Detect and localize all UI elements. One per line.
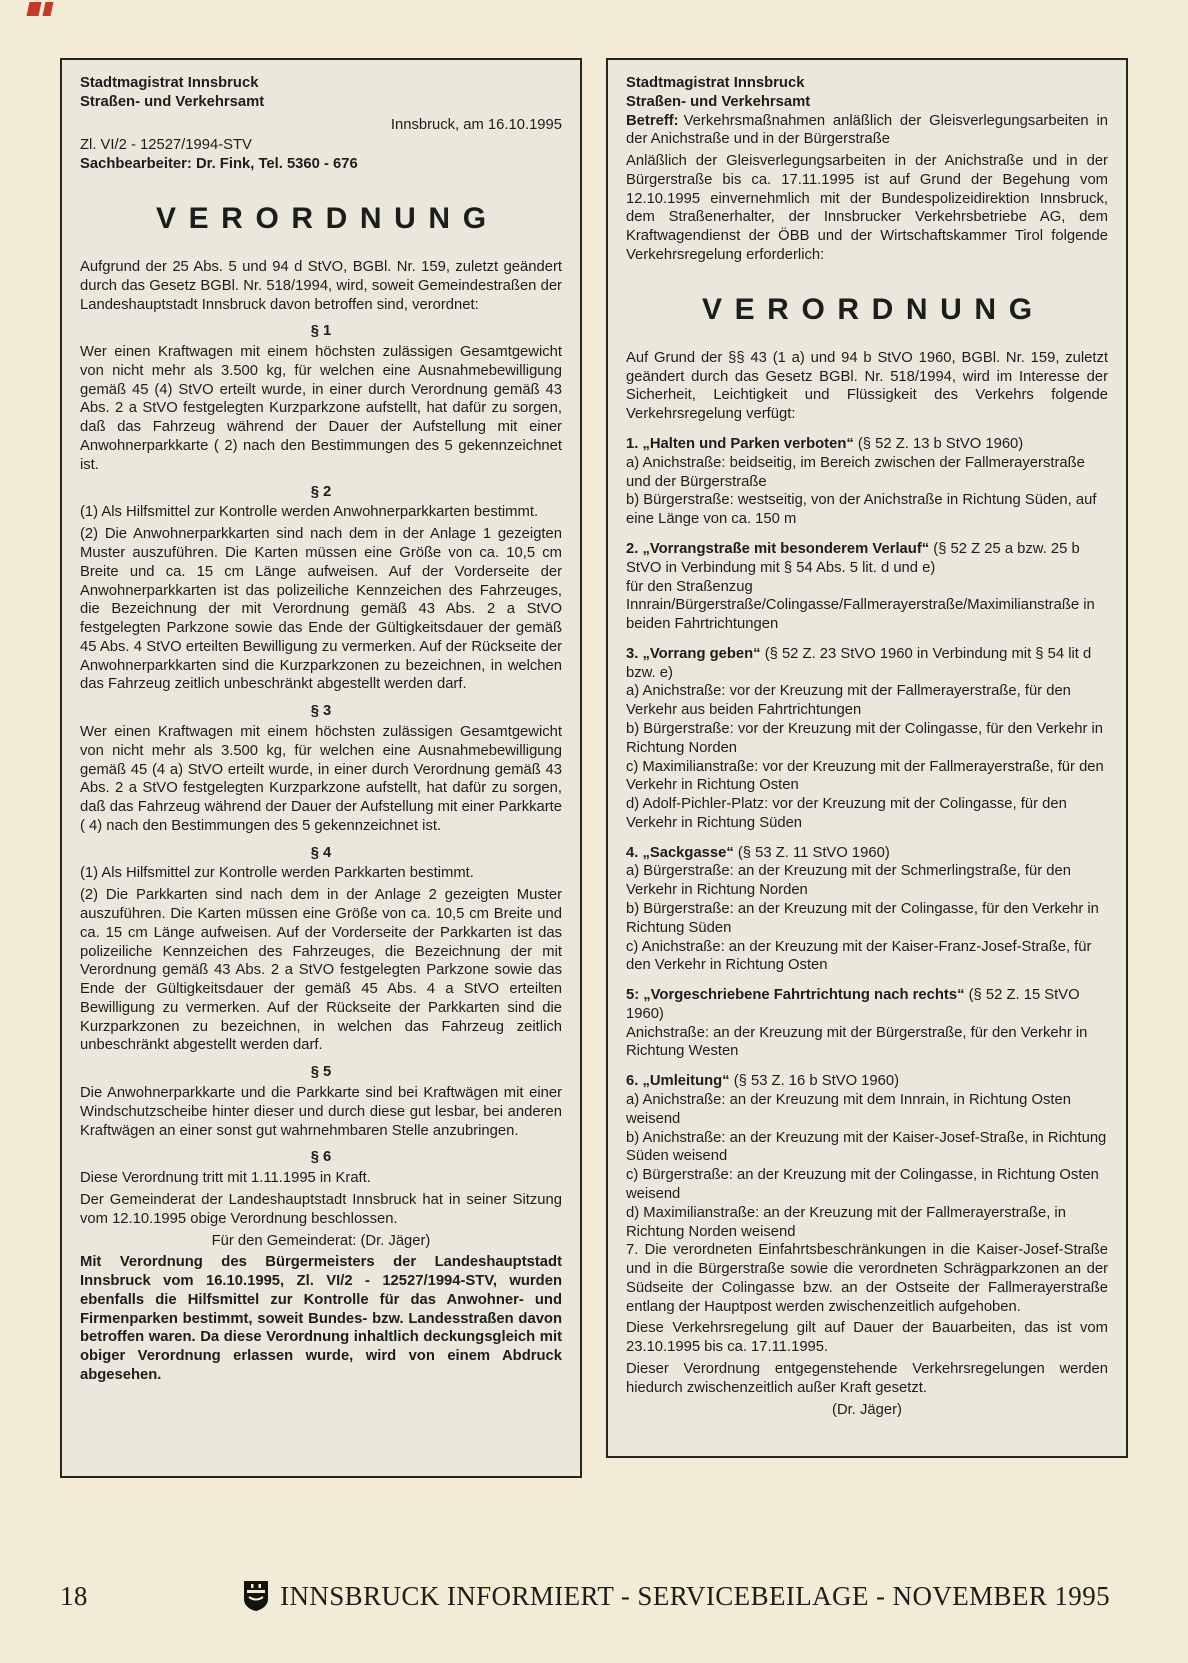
item-line: b) Bürgerstraße: vor der Kreuzung mit der Colingasse, für den Verkehr in Richtung Norden bbox=[626, 720, 1104, 756]
item-line: b) Bürgerstraße: an der Kreuzung mit der Colingasse, für den Verkehr in Richtung Süden bbox=[626, 901, 1099, 936]
validity-paragraph: Diese Verkehrsregelung gilt auf Dauer der Bauarbeiten, das ist vom 23.10.1995 bis ca. 17.11.1995. bbox=[626, 1320, 1108, 1356]
section-par-6 bbox=[80, 1148, 562, 1250]
clerk-line: Sachbearbeiter: Dr. Fink, Tel. 5360 - 676 bbox=[80, 156, 358, 173]
issuer-department: Straßen- und Verkehrsamt bbox=[626, 93, 811, 110]
section-heading: § 3 bbox=[310, 703, 332, 720]
journal-title-group bbox=[242, 1580, 1110, 1612]
item-heading bbox=[626, 435, 1108, 454]
item-line: a) Anichstraße: vor der Kreuzung mit der Fallmerayerstraße, für den Verkehr aus beiden Fahrtrichtungen bbox=[626, 683, 1071, 719]
item-heading bbox=[626, 1072, 1108, 1091]
mayor-ordinance-note: Mit Verordnung des Bürgermeisters der Landeshauptstadt Innsbruck vom 16.10.1995, Zl. VI/2 - 12527/1994-STV, wurden ebenfalls die Hilfsmittel zur Kontrolle für das Anwohner- und Firmenparken bestimmt, soweit Bundes- bzw. Landesstraßen davon betroffen waren. Da diese Verordnung inhaltlich deckungsgleich mit obiger Verordnung erlassen wurde, wird von einem Abdruck abgesehen. bbox=[80, 1254, 562, 1383]
ordinance-box-left bbox=[60, 58, 582, 1478]
item-heading-ref: (§ 52 Z. 13 b StVO 1960) bbox=[853, 436, 1024, 453]
two-column-layout bbox=[60, 58, 1128, 1478]
registration-mark-shape bbox=[43, 2, 54, 16]
right-preamble: Anläßlich der Gleisverlegungsarbeiten in der Anichstraße und in der Bürgerstraße bis ca. 17.11.1995 ist auf Grund der Begehung vom 12.10.1995 einvernehmlich mit der Bundespolizeidirektion Innsbruck, dem Straßenerhalter, der Innsbrucker Verkehrsbetriebe AG, dem Kraftwagendienst der ÖBB und der Wirtschaftskammer Tirol folgende Verkehrsregelung erforderlich: bbox=[626, 153, 1108, 264]
subject-text: Verkehrsmaßnahmen anläßlich der Gleisverlegungsarbeiten in der Anichstraße und in der Bürgerstraße bbox=[626, 112, 1108, 148]
traffic-item-5 bbox=[626, 986, 1108, 1061]
left-letterhead bbox=[80, 74, 562, 174]
item-heading-ref: (§ 52 Z 25 a bzw. 25 b StVO in Verbindung mit § 54 Abs. 5 lit. d und e) bbox=[626, 540, 1080, 576]
item-heading bbox=[626, 986, 1108, 1024]
legal-basis-paragraph: Auf Grund der §§ 43 (1 a) und 94 b StVO 1960, BGBl. Nr. 159, zuletzt geändert durch das Gesetz BGBl. Nr. 518/1994, wird im Interesse der Sicherheit, Leichtigkeit und Flüssigkeit des Verkehrs folgende Verkehrsregelung verfügt: bbox=[626, 349, 1108, 423]
section-par-3 bbox=[80, 702, 562, 835]
innsbruck-coat-of-arms-icon bbox=[242, 1580, 270, 1612]
traffic-item-6 bbox=[626, 1072, 1108, 1241]
traffic-item-3 bbox=[626, 645, 1108, 833]
item-line: d) Maximilianstraße: an der Kreuzung mit der Fallmerayerstraße, in Richtung Norden weisend bbox=[626, 1204, 1066, 1240]
item-heading-ref: (§ 52 Z. 23 StVO 1960 in Verbindung mit § 54 lit d bzw. e) bbox=[626, 645, 1092, 681]
item-heading-ref: (§ 53 Z. 11 StVO 1960) bbox=[733, 844, 890, 861]
section-paragraph: (1) Als Hilfsmittel zur Kontrolle werden Parkkarten bestimmt. bbox=[80, 865, 474, 882]
journal-title: INNSBRUCK INFORMIERT - SERVICEBEILAGE - NOVEMBER 1995 bbox=[280, 1580, 1110, 1611]
suspension-paragraph: Dieser Verordnung entgegenstehende Verkehrsregelungen werden hiedurch zwischenzeitlich außer Kraft gesetzt. bbox=[626, 1360, 1108, 1396]
item-heading-bold: 5: „Vorgeschriebene Fahrtrichtung nach rechts“ bbox=[626, 987, 965, 1004]
issuer-department: Straßen- und Verkehrsamt bbox=[80, 93, 265, 110]
ordinance-title-right: VERORDNUNG bbox=[701, 292, 1045, 326]
section-par-5 bbox=[80, 1063, 562, 1140]
section-paragraph: Der Gemeinderat der Landeshauptstadt Innsbruck hat in seiner Sitzung vom 12.10.1995 obige Verordnung beschlossen. bbox=[80, 1191, 562, 1227]
issuer-name: Stadtmagistrat Innsbruck bbox=[80, 75, 259, 91]
signature-line-left: Für den Gemeinderat: (Dr. Jäger) bbox=[211, 1232, 431, 1249]
section-heading: § 6 bbox=[310, 1149, 332, 1166]
item-heading-bold: 4. „Sackgasse“ bbox=[626, 844, 734, 861]
item-line: Anichstraße: an der Kreuzung mit der Bürgerstraße, für den Verkehr in Richtung Westen bbox=[626, 1024, 1088, 1060]
traffic-item-4 bbox=[626, 844, 1108, 975]
item-line: b) Bürgerstraße: westseitig, von der Anichstraße in Richtung Süden, auf eine Länge von ca. 150 m bbox=[626, 492, 1097, 528]
item-heading-ref: (§ 53 Z. 16 b StVO 1960) bbox=[729, 1073, 900, 1090]
section-paragraph: (2) Die Anwohnerparkkarten sind nach dem in der Anlage 1 gezeigten Muster auszuführen. Die Karten müssen eine Größe von ca. 10,5 cm Breite und ca. 15 cm Länge aufweisen. Auf der Vorderseite der Anwohnerparkkarten ist das polizeiliche Kennzeichen des Fahrzeuges, die Bezeichnung der mit Verordnung gemäß 43 Abs. 2 a StVO festgelegten Parkzone sowie das Ende der Gültigkeitsdauer der gemäß 45 Abs. 4 StVO erteilten Bewilligung zu vermerken. Auf der Rückseite der Anwohnerparkkarten sind die Kurzparkzonen zu bezeichnen, in welchen das Fahrzeug zeitlich unbeschränkt abgestellt werden darf. bbox=[80, 526, 562, 693]
place-date-line: Innsbruck, am 16.10.1995 bbox=[390, 116, 562, 133]
ordinance-title-left: VERORDNUNG bbox=[155, 201, 499, 235]
item-heading-bold: 1. „Halten und Parken verboten“ bbox=[626, 436, 854, 453]
registration-mark-shape bbox=[27, 2, 42, 16]
item-line: c) Bürgerstraße: an der Kreuzung mit der Colingasse, in Richtung Osten weisend bbox=[626, 1167, 1099, 1202]
item-line: c) Maximilianstraße: vor der Kreuzung mit der Fallmerayerstraße, für den Verkehr in Richtung Osten bbox=[626, 758, 1104, 794]
print-registration-mark bbox=[28, 2, 62, 18]
ordinance-preamble-left: Aufgrund der 25 Abs. 5 und 94 d StVO, BGBl. Nr. 159, zuletzt geändert durch das Gesetz BGBl. Nr. 518/1994, wird, soweit Gemeindestraßen der Landeshauptstadt Innsbruck davon betroffen sind, verordnet: bbox=[80, 259, 562, 313]
item-heading-bold: 3. „Vorrang geben“ bbox=[626, 645, 761, 662]
section-paragraph: Diese Verordnung tritt mit 1.11.1995 in Kraft. bbox=[80, 1170, 371, 1187]
right-letterhead bbox=[626, 74, 1108, 112]
traffic-item-2 bbox=[626, 540, 1108, 634]
ordinance-box-right bbox=[606, 58, 1128, 1458]
section-paragraph: (2) Die Parkkarten sind nach dem in der Anlage 2 gezeigten Muster auszuführen. Die Karten müssen eine Größe von ca. 10,5 cm Breite und ca. 15 cm Länge aufweisen. Auf der Vorderseite der Parkkarten ist das polizeiliche Kennzeichen des Fahrzeuges, die Bezeichnung der mit Verordnung gemäß 43 Abs. 2 a StVO festgelegten Parkzone sowie das Ende der Gültigkeitsdauer der gemäß 45 Abs. 4 a StVO erteilten Bewilligung zu vermerken. Auf der Rückseite der Parkkarten sind die Kurzparkzonen zu bezeichnen, in welchen das Fahrzeug zeitlich unbeschränkt abgestellt werden darf. bbox=[80, 887, 562, 1054]
item-heading-bold: 2. „Vorrangstraße mit besonderem Verlauf“ bbox=[626, 540, 930, 557]
page-number: 18 bbox=[60, 1580, 88, 1611]
section-heading: § 1 bbox=[310, 323, 332, 340]
section-par-1 bbox=[80, 322, 562, 474]
item-heading bbox=[626, 540, 1108, 578]
item-line: a) Anichstraße: beidseitig, im Bereich zwischen der Fallmerayerstraße und der Bürgerstraße bbox=[626, 454, 1085, 490]
item-line: d) Adolf-Pichler-Platz: vor der Kreuzung mit der Colingasse, für den Verkehr in Richtung Süden bbox=[626, 796, 1067, 831]
item-heading-bold: 6. „Umleitung“ bbox=[626, 1073, 730, 1090]
traffic-item-1 bbox=[626, 435, 1108, 529]
item-line: b) Anichstraße: an der Kreuzung mit der Kaiser-Josef-Straße, in Richtung Süden weisend bbox=[626, 1129, 1107, 1165]
issuer-name: Stadtmagistrat Innsbruck bbox=[626, 75, 805, 91]
item-heading bbox=[626, 645, 1108, 683]
traffic-item-7: 7. Die verordneten Einfahrtsbeschränkungen in die Kaiser-Josef-Straße und in die Bürgerstraße sowie die verordneten Schrägparkzonen an der Südseite der Colingasse bzw. an der Ostseite der Fallmerayerstraße entlang der Hauptpost werden zwischenzeitlich aufgehoben. bbox=[626, 1242, 1108, 1315]
section-par-4 bbox=[80, 844, 562, 1056]
signature-line-right: (Dr. Jäger) bbox=[832, 1401, 902, 1418]
subject-line bbox=[626, 112, 1108, 150]
section-paragraph: Die Anwohnerparkkarte und die Parkkarte sind bei Kraftwägen mit einer Windschutzscheibe hinter dieser und durch diese gut lesbar, bei anderen Kraftwägen an einer sonst gut wahrnehmbaren Stelle anzubringen. bbox=[80, 1085, 562, 1139]
item-line: a) Bürgerstraße: an der Kreuzung mit der Schmerlingstraße, für den Verkehr in Richtung Norden bbox=[626, 863, 1071, 899]
reference-number: Zl. VI/2 - 12527/1994-STV bbox=[80, 137, 252, 154]
section-heading: § 2 bbox=[310, 483, 332, 500]
section-heading: § 4 bbox=[310, 844, 332, 861]
item-heading bbox=[626, 844, 1108, 863]
section-paragraph: (1) Als Hilfsmittel zur Kontrolle werden Anwohnerparkkarten bestimmt. bbox=[80, 504, 539, 521]
section-paragraph: Wer einen Kraftwagen mit einem höchsten zulässigen Gesamtgewicht von nicht mehr als 3.500 kg, für welchen eine Ausnahmebewilligung gemäß 45 (4) StVO erteilt wurde, in einer durch Verordnung gemäß 43 Abs. 2 a StVO festgelegten Kurzparkzone aufstellt, hat dafür zu sorgen, daß das Fahrzeug während der Dauer der Aufstellung mit einer Anwohnerparkkarte ( 2) nach den Bestimmungen des 5 gekennzeichnet ist. bbox=[80, 344, 562, 473]
item-line: a) Anichstraße: an der Kreuzung mit dem Innrain, in Richtung Osten weisend bbox=[626, 1092, 1071, 1127]
section-par-2 bbox=[80, 483, 562, 695]
section-heading: § 5 bbox=[310, 1064, 332, 1081]
section-paragraph: Wer einen Kraftwagen mit einem höchsten zulässigen Gesamtgewicht von nicht mehr als 3.500 kg, für welchen eine Ausnahmebewilligung gemäß 45 (4 a) StVO erteilt wurde, in einer durch Verordnung gemäß 43 Abs. 2 a StVO festgelegten Kurzparkzone aufstellt, hat dafür zu sorgen, daß das Fahrzeug während der Dauer der Aufstellung mit einer Parkkarte ( 4) nach den Bestimmungen des 5 gekennzeichnet ist. bbox=[80, 723, 562, 834]
subject-label: Betreff: bbox=[626, 112, 679, 129]
item-line: für den Straßenzug Innrain/Bürgerstraße/Colingasse/Fallmerayerstraße/Maximilianstraße in beiden Fahrtrichtungen bbox=[626, 578, 1095, 633]
item-line: c) Anichstraße: an der Kreuzung mit der Kaiser-Franz-Josef-Straße, für den Verkehr in Richtung Osten bbox=[626, 938, 1092, 974]
item-heading-ref: (§ 52 Z. 15 StVO 1960) bbox=[626, 987, 1080, 1022]
page-footer bbox=[60, 1580, 1128, 1612]
